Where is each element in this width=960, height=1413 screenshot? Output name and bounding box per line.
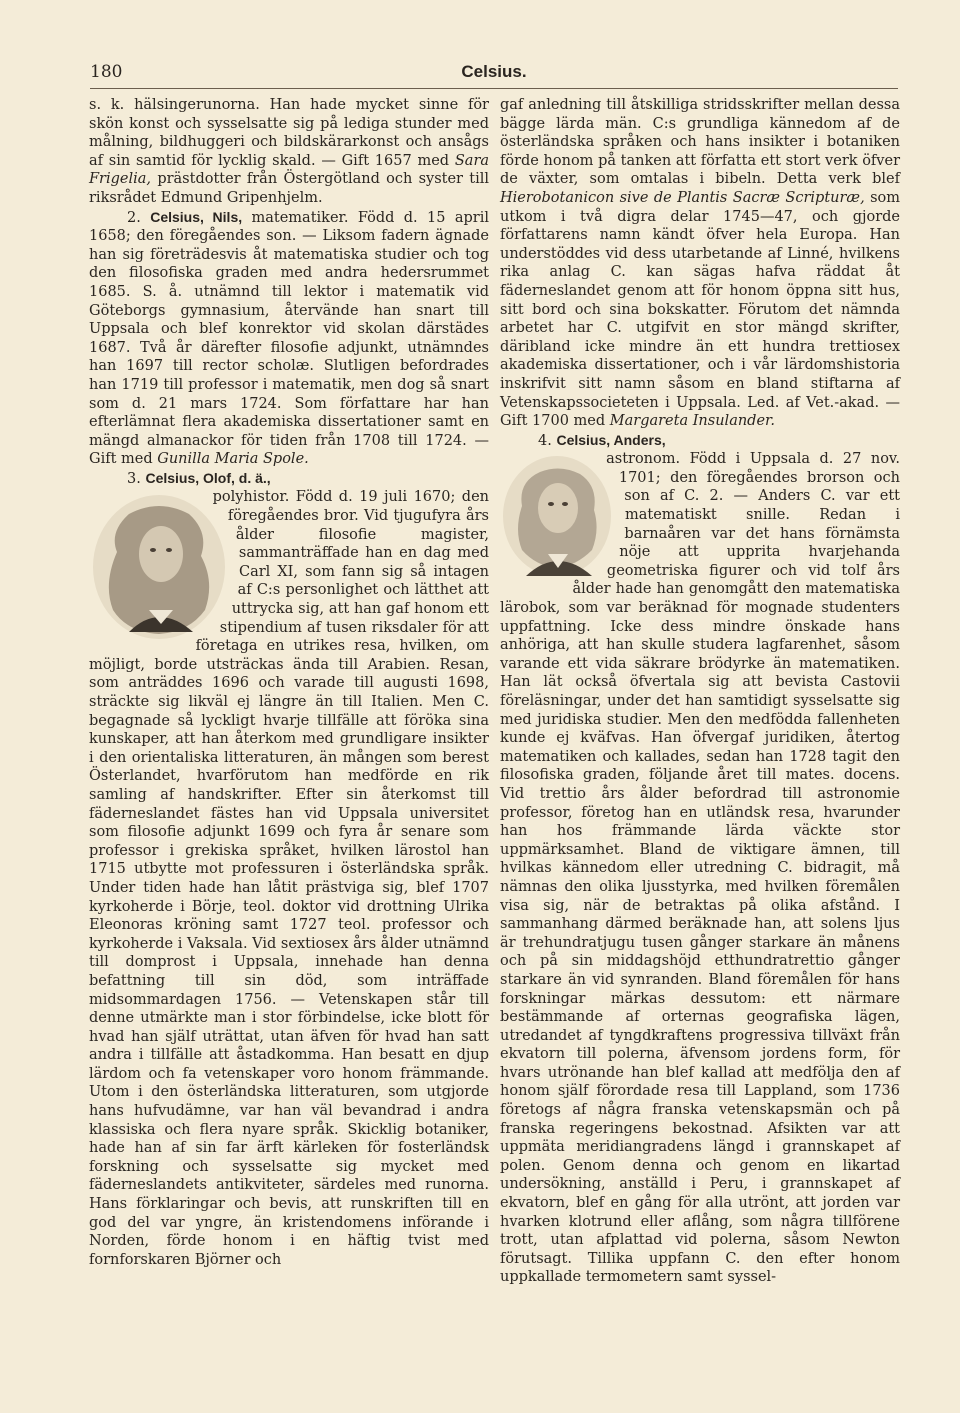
left-column <box>89 96 489 1269</box>
page-header <box>90 62 898 88</box>
paragraph-continuation: gaf anledning till åtskilliga stridsskrifter mellan dessa bägge lärda män. C:s grundliga kännedom af de österländska språken och hans insikter i botaniken förde honom på tanken att författa ett stort verk öfver de växter, som omtalas i bibeln. Detta verk blef Hierobotanicon sive de Plantis Sacræ Scripturæ, som utkom i två digra delar 1745—47, och gjorde författarens namn kändt öfver hela Europa. Han understöddes vid dess utarbetande af Linné, hvilkens rika anlag C. kan sägas hafva räddat åt fäderneslandet genom att för honom öppna sitt hus, sitt bord och sina bokskatter. Förutom det nämnda arbetet har C. utgifvit en stor mängd skrifter, däribland icke mindre än ett hundra trettiosex akademiska dissertationer, och i vår lärdomshistoria inskrifvit sitt namn såsom en bland stiftarna af Vetenskapssocieteten i Uppsala. Led. af Vet.-akad. — Gift 1700 med Margareta Insulander. <box>500 97 901 430</box>
portrait-olof-celsius <box>89 492 229 642</box>
entry-heading: Celsius, Olof, d. ä., <box>145 469 271 486</box>
portrait-anders-celsius <box>500 454 615 579</box>
entry-anders-celsius-body: astronom. Född i Uppsala d. 27 nov. 1701; den föregåendes brorson och son af C. 2. — Anders C. var ett matematiskt snille. Redan i barnaåren var det hans förnämsta nöje att upprita hvarjehanda geometriska figurer och vid tolf års ålder hade han genomgått den matematiska lärobok, som var beräknad för mognade studenters uppfattning. Icke dess mindre önskade hans anhöriga, att han skulle studera lagfarenhet, såsom varande ett vida säkrare brödyrke än matematiken. Han lät också öfvertala sig att bevista Castovii föreläsningar, under det han samtidigt sysselsatte sig med juridiska studier. Men den medfödda fallenheten kunde ej kväfvas. Han öfvergaf juridiken, återtog matematiken och kallades, sedan han 1728 tagit den filosofiska graden, följande året till mates. docens. Vid trettio års ålder befordrad till astronomie professor, företog han en utländsk resa, hvarunder han hos främmande lärda väckte stor uppmärksamhet. Bland de viktigare ämnen, till hvilkas kännedom eller utredning C. bidragit, må nämnas den olika ljusstyrka, med hvilken föremålen visa sig, när de betraktas på olika afstånd. I sammanhang därmed beräknade han, att solens ljus är trehundratjugu tusen gånger starkare än månens och på sin middagshöjd etthundratrettio gånger starkare än vid synranden. Bland föremålen för hans forskningar märkas dessutom: ett närmare bestämmande af orternas geografiska lägen, utredandet af tyngdkraftens progressiva tillväxt från ekvatorn till polerna, äfvensom jordens form, för hvars utrönande han blef kallad att medfölja den af honom själf förordade resa till Lappland, som 1736 företogs af några franska vetenskapsmän och på franska regeringens bekostnad. Afsikten var att uppmäta meridiangradens längd i grannskapet af polen. Genom denna och genom en likartad undersökning, anställd i Peru, i grannskapet af ekvatorn, blef en gång för alla utrönt, att jorden var hvarken klotrund eller aflång, som några tillförene trott, utan afplattad vid polerna, såsom Newton förutsagt. Tillika uppfann C. den efter honom uppkallade termometern samt syssel- <box>500 451 900 1286</box>
entry-anders-celsius: 4. Celsius, Anders, <box>538 431 666 449</box>
entry-nils-celsius: 2. Celsius, Nils, matematiker. Född d. 15 april 1658; den föregåendes son. — Liksom fadern ägnade han sig företrädesvis åt matematiska studier och tog den filosofiska graden med andra hedersrummet 1685. S. å. utnämnd till lektor i matematik vid Göteborgs gymnasium, återvände han snart till Uppsala och blef konrektor vid skolan därstädes 1687. Två år därefter filosofie adjunkt, utnämndes han 1697 till rector scholæ. Slutligen befordrades han 1719 till professor i matematik, men dog så snart som d. 21 mars 1724. Som författare har han efterlämnat flera akademiska dissertationer samt en mängd almanackor för tiden från 1708 till 1724. — Gift med Gunilla Maria Spole. <box>89 208 489 468</box>
entry-heading: Celsius, Anders, <box>556 431 666 448</box>
header-rule <box>90 88 898 89</box>
entry-heading: Celsius, Nils, <box>150 208 243 225</box>
entry-olof-celsius-body: polyhistor. Född d. 19 juli 1670; den föregåendes bror. Vid tjugufyra års ålder filosofie magister, sammanträffade han en dag med Carl XI, som fann sig så intagen af C:s personlighet och lätthet att uttrycka sig, att han gaf honom ett stipendium af tusen riksdaler för att företaga en utrikes resa, hvilken, om möjligt, borde utsträckas ända till Arabien. Resan, som anträddes 1696 och varade till augusti 1698, sträckte sig likväl ej längre än till Italien. Men C. begagnade så lyckligt hvarje tillfälle att föröka sina kunskaper, att han återkom med grundligare insikter i den orientaliska litteraturen, än mången som berest Österlandet, hvarförutom han medförde en rik samling af handskrifter. Efter sin återkomst till fäderneslandet fästes han vid Uppsala universitet som filosofie adjunkt 1699 och fyra år senare som professor i grekiska språket, hvilken lärostol han 1715 utbytte mot professuren i österländska språk. Under tiden hade han låtit prästviga sig, blef 1707 kyrkoherde i Börje, teol. doktor vid drottning Ulrika Eleonoras kröning samt 1727 teol. professor och kyrkoherde i Vaksala. Vid sextiosex års ålder utnämnd till domprost i Uppsala, innehade han denna befattning till sin död, som inträffade midsommardagen 1756. — Vetenskapen står till denne utmärkte man i stor förbindelse, icke blott för hvad han själf uträttat, utan äfven för hvad han satt andra i tillfälle att åstadkomma. Han besatt en djup lärdom och fa vetenskaper voro honom främmande. Utom i den österländska litteraturen, som utgjorde hans hufvudämne, var han väl bevandrad i andra klassiska och flera nyare språk. Skicklig botaniker, hade han af sin far ärft kärleken för fosterländsk forskning och sysselsatte sig mycket med fäderneslandets antikviteter, särdeles med runorna. Hans förklaringar och bevis, att runskriften till en god del var yngre, än kristendomens införande i Norden, förde honom i en häftig tvist med fornforskaren Björner och <box>89 489 489 1268</box>
running-title: Celsius. <box>461 62 527 81</box>
right-column <box>500 96 900 1287</box>
paragraph-continuation: s. k. hälsingerunorna. Han hade mycket sinne för skön konst och sysselsatte sig på lediga stunder med målning, bildhuggeri och bildskärarkonst och ansågs af sin samtid för lycklig skald. — Gift 1657 med Sara Frigelia, prästdotter från Östergötland och syster till riksrådet Edmund Gripenhjelm. <box>89 97 490 206</box>
page-number: 180 <box>90 62 123 82</box>
entry-olof-celsius: 3. Celsius, Olof, d. ä., <box>127 469 271 487</box>
